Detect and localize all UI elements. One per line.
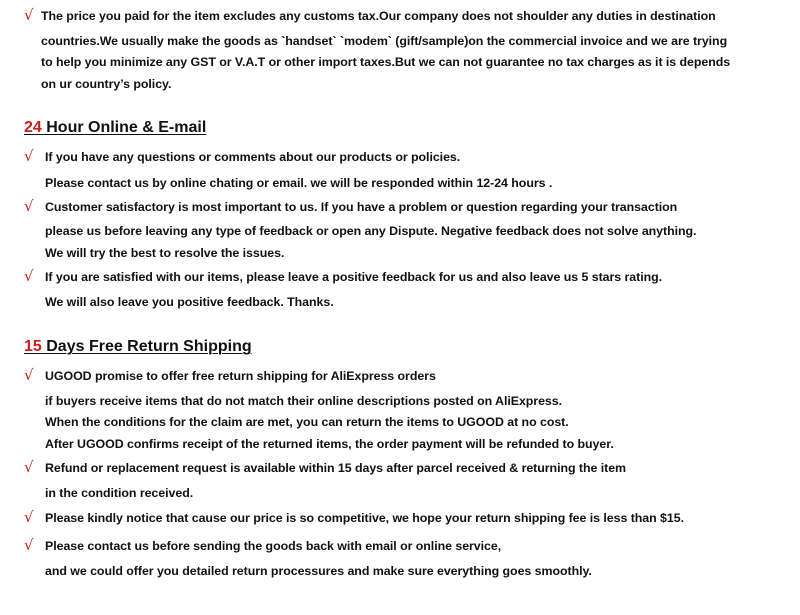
returns-text-line-6: in the condition received.	[45, 486, 194, 500]
heading-number: 24	[24, 119, 42, 136]
tax-text-line-1: The price you paid for the item excludes any customs tax.Our company does not shoulder any duties in destination	[41, 9, 716, 23]
online-text-line-7: We will also leave you positive feedback. Thanks.	[45, 295, 334, 309]
returns-text-line-7: Please kindly notice that cause our price is so competitive, we hope your return shipping fee is less than $15.	[45, 511, 684, 525]
check-mark-icon: √	[24, 508, 34, 526]
online-text-line-2: Please contact us by online chating or email. we will be responded within 12-24 hours .	[45, 176, 553, 190]
check-mark-icon: √	[24, 6, 34, 24]
returns-text-line-8: Please contact us before sending the goods back with email or online service,	[45, 539, 502, 553]
check-mark-icon: √	[24, 197, 34, 215]
online-text-line-6: If you are satisfied with our items, please leave a positive feedback for us and also leave us 5 stars rating.	[45, 270, 663, 284]
check-mark-icon: √	[24, 536, 34, 554]
check-mark-icon: √	[24, 147, 34, 165]
online-text-line-1: If you have any questions or comments about our products or policies.	[45, 150, 461, 164]
check-mark-icon: √	[24, 267, 34, 285]
tax-text-line-2: countries.We usually make the goods as `handset` `modem` (gift/sample)on the commercial invoice and we are trying	[41, 34, 728, 48]
section-heading-returns	[24, 338, 252, 356]
heading-number: 15	[24, 338, 42, 355]
online-text-line-3: Customer satisfactory is most important to us. If you have a problem or question regarding your transaction	[45, 200, 678, 214]
returns-text-line-2: if buyers receive items that do not match their online descriptions posted on AliExpress.	[45, 394, 562, 408]
section-heading-online	[24, 119, 206, 137]
returns-text-line-5: Refund or replacement request is available within 15 days after parcel received & returning the item	[45, 461, 626, 475]
returns-text-line-3: When the conditions for the claim are met, you can return the items to UGOOD at no cost.	[45, 415, 569, 429]
heading-text: Hour Online & E-mail	[41, 119, 207, 136]
returns-text-line-9: and we could offer you detailed return processures and make sure everything goes smoothly.	[45, 564, 592, 578]
online-text-line-5: We will try the best to resolve the issues.	[45, 246, 285, 260]
check-mark-icon: √	[24, 458, 34, 476]
returns-text-line-1: UGOOD promise to offer free return shipping for AliExpress orders	[45, 369, 436, 383]
tax-text-line-4: on ur country’s policy.	[41, 77, 172, 91]
returns-text-line-4: After UGOOD confirms receipt of the returned items, the order payment will be refunded to buyer.	[45, 437, 614, 451]
online-text-line-4: please us before leaving any type of feedback or open any Dispute. Negative feedback does not solve anything.	[45, 224, 697, 238]
check-mark-icon: √	[24, 366, 34, 384]
tax-text-line-3: to help you minimize any GST or V.A.T or other import taxes.But we can not guarantee no tax charges as it is depends	[41, 55, 731, 69]
heading-text: Days Free Return Shipping	[41, 338, 252, 355]
